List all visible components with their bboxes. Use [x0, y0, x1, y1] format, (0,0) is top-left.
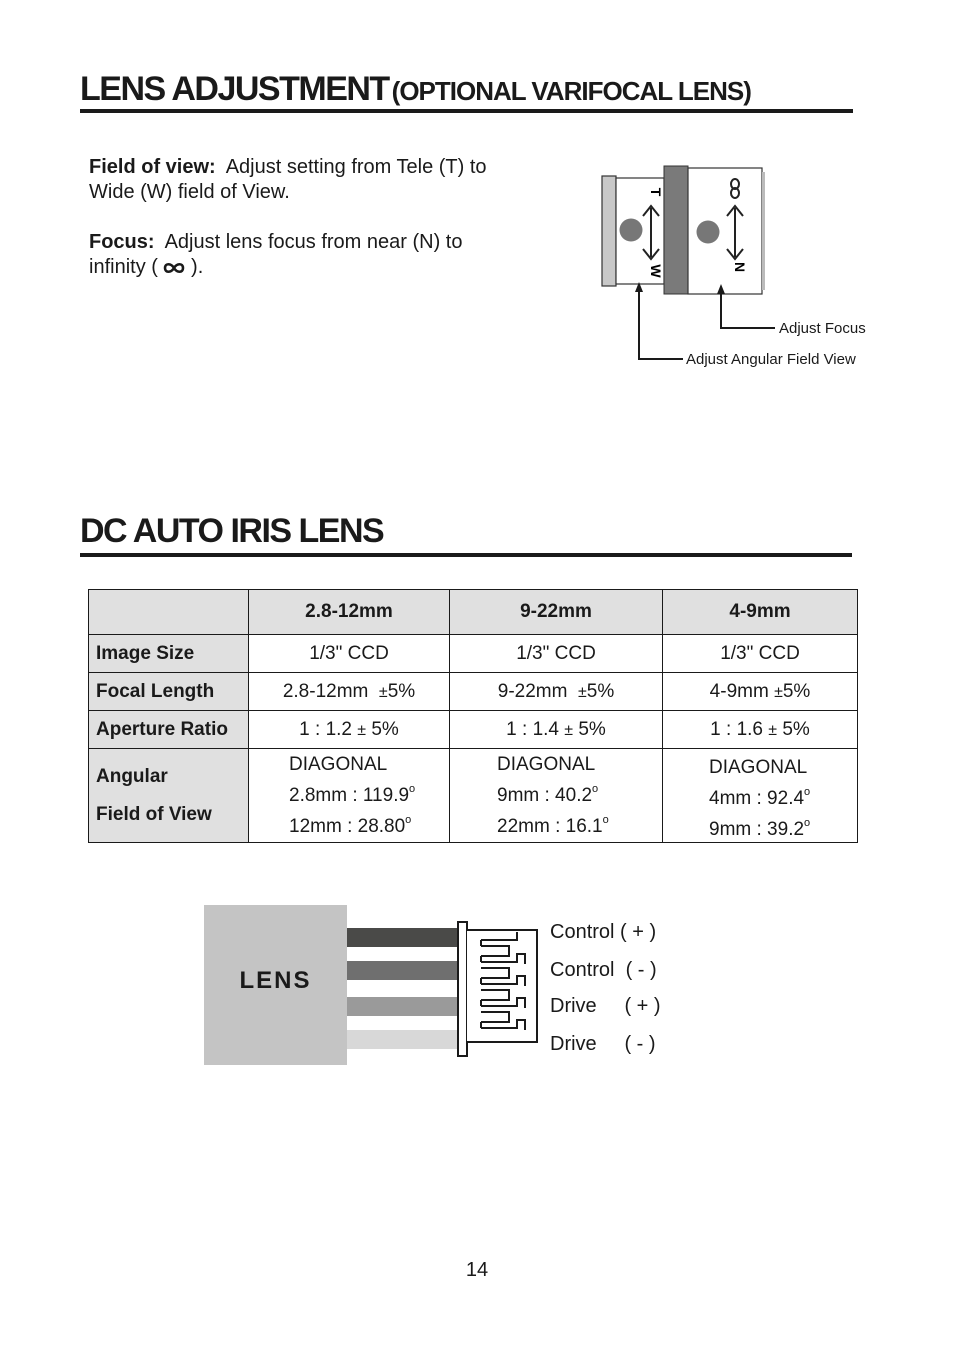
cell-value: 9mm : 40.2: [497, 785, 593, 806]
table-corner-cell: [89, 590, 249, 635]
plus-minus-symbol: ±: [564, 721, 574, 739]
field-of-view-text: Adjust setting from Tele (T) to Wide (W) field of View.: [89, 156, 487, 203]
cell-tolerance: 5%: [586, 680, 615, 702]
cell-value: 1 : 1.4: [506, 718, 559, 740]
lens-adjustment-title-main: LENS ADJUSTMENT: [80, 70, 389, 108]
near-mark: N: [732, 261, 748, 273]
focus-text: Adjust lens focus from near (N) to infinity (: [89, 231, 463, 278]
section-divider: [80, 109, 853, 113]
field-of-view-paragraph: [89, 155, 529, 205]
plus-minus-symbol: ±: [768, 721, 778, 739]
cell-tolerance: 5%: [578, 718, 606, 740]
cell-tolerance: 5%: [782, 718, 810, 740]
table-cell: [249, 749, 450, 843]
cell-line: DIAGONAL: [289, 754, 388, 775]
focus-adjust-screw[interactable]: [697, 221, 720, 244]
wire-drive-plus: [347, 997, 458, 1016]
cell-line: DIAGONAL: [709, 757, 808, 778]
varifocal-lens-diagram: [595, 160, 885, 380]
field-of-view-label: Field of view:: [89, 156, 216, 178]
plus-minus-symbol: ±: [378, 683, 388, 701]
pin-label-drive-plus: Drive ( + ): [550, 995, 661, 1017]
row-header: Aperture Ratio: [89, 711, 249, 749]
table-cell: [249, 711, 450, 749]
connector-plug: [455, 918, 545, 1060]
cell-value: 4mm : 92.4: [709, 788, 805, 809]
cell-line: [289, 777, 449, 808]
dc-auto-iris-title: [80, 512, 383, 551]
table-header-row: [89, 590, 858, 635]
cell-line: [497, 777, 662, 808]
table-cell: [450, 749, 663, 843]
plus-minus-symbol: ±: [578, 683, 587, 701]
table-cell: [450, 673, 663, 711]
row-header-line: Field of View: [96, 803, 212, 825]
cell-value: 1 : 1.2: [299, 718, 352, 740]
dc-auto-iris-title-text: DC AUTO IRIS LENS: [80, 512, 384, 550]
cell-tolerance: 5%: [782, 680, 811, 702]
pin-label-control-plus: Control ( + ): [550, 921, 657, 943]
table-cell: 1/3" CCD: [663, 635, 858, 673]
degree-symbol: o: [602, 814, 609, 826]
adjust-focus-label: Adjust Focus: [779, 320, 866, 337]
table-cell: 1/3" CCD: [249, 635, 450, 673]
cell-value: 9-22mm: [497, 680, 568, 702]
cell-value: 22mm : 16.1: [497, 816, 603, 837]
degree-symbol: o: [405, 814, 412, 826]
lens-adjustment-title: [80, 70, 751, 109]
tele-mark: T: [648, 187, 664, 197]
table-row: [89, 635, 858, 673]
zoom-adjust-screw[interactable]: [620, 219, 643, 242]
column-header: 2.8-12mm: [249, 590, 450, 635]
table-cell: [663, 711, 858, 749]
degree-symbol: o: [804, 817, 811, 829]
cell-line: [709, 780, 857, 811]
column-header: 9-22mm: [450, 590, 663, 635]
cell-tolerance: 5%: [371, 718, 399, 740]
row-header: [89, 749, 249, 843]
table-cell: [663, 673, 858, 711]
lens-adjustment-title-sub: (OPTIONAL VARIFOCAL LENS): [391, 76, 751, 106]
cell-value: 1 : 1.6: [710, 718, 763, 740]
degree-symbol: o: [592, 783, 599, 795]
table-cell: [249, 673, 450, 711]
adjust-angular-label: Adjust Angular Field View: [686, 351, 856, 368]
wire-control-minus: [347, 961, 458, 980]
cell-line: [709, 811, 857, 842]
table-row: [89, 673, 858, 711]
wire-drive-minus: [347, 1030, 458, 1049]
focus-label: Focus:: [89, 231, 155, 253]
page-number: 14: [465, 1259, 489, 1281]
row-header: Focal Length: [89, 673, 249, 711]
pin-label-drive-minus: Drive ( - ): [550, 1033, 656, 1055]
degree-symbol: o: [804, 786, 811, 798]
lens-spec-table: [88, 589, 858, 843]
cell-value: 2.8mm : 119.9: [289, 785, 410, 806]
cell-value: 4-9mm: [709, 680, 769, 702]
table-row: [89, 749, 858, 843]
cell-value: 9mm : 39.2: [709, 819, 805, 840]
table-cell: 1/3" CCD: [450, 635, 663, 673]
cell-line: DIAGONAL: [497, 754, 596, 775]
wire-control-plus: [347, 928, 458, 947]
row-header-line: Angular: [96, 765, 168, 787]
table-cell: [450, 711, 663, 749]
table-cell: [663, 749, 858, 843]
lens-label: LENS: [239, 967, 312, 994]
table-row: [89, 711, 858, 749]
section-divider: [80, 553, 852, 557]
focus-paragraph: [89, 230, 469, 280]
cell-line: [289, 808, 449, 839]
row-header: Image Size: [89, 635, 249, 673]
infinity-icon: [163, 262, 185, 274]
cell-value: 12mm : 28.80: [289, 816, 406, 837]
pin-label-control-minus: Control ( - ): [550, 959, 657, 981]
plus-minus-symbol: ±: [357, 721, 367, 739]
focus-text-end: ).: [191, 256, 204, 278]
plus-minus-symbol: ±: [774, 683, 783, 701]
wide-mark: W: [648, 264, 664, 278]
degree-symbol: o: [409, 783, 416, 795]
cell-line: [497, 808, 662, 839]
column-header: 4-9mm: [663, 590, 858, 635]
cell-value: 2.8-12mm: [282, 680, 369, 702]
cell-tolerance: 5%: [387, 680, 416, 702]
lens-block: [204, 905, 347, 1065]
